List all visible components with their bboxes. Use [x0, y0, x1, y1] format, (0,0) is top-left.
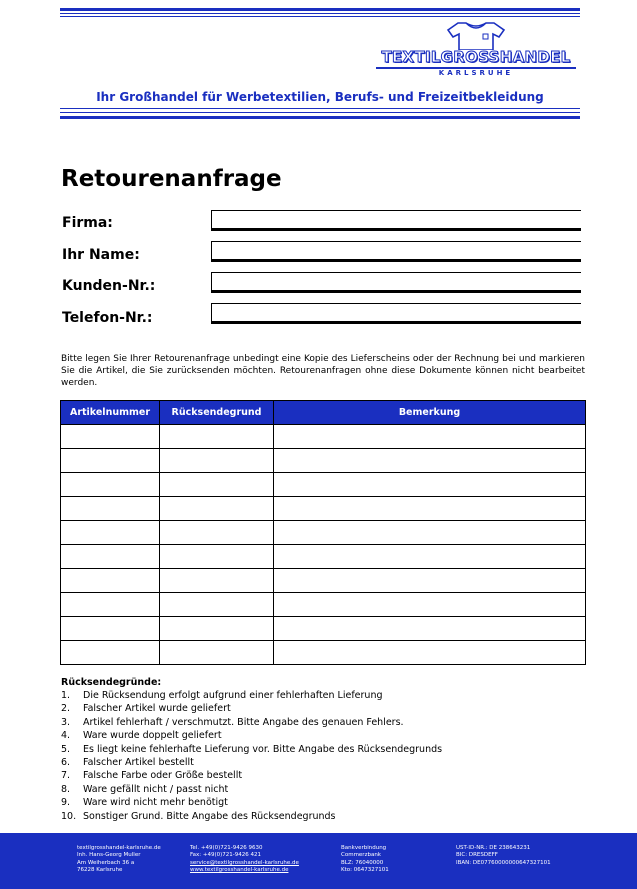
table-row: [61, 425, 586, 449]
list-item: 6. Falscher Artikel bestellt: [61, 757, 194, 769]
table-header-row: [61, 401, 586, 425]
list-item: 9. Ware wird nicht mehr benötigt: [61, 797, 228, 809]
top-rule-3: [60, 16, 580, 17]
table-row: [61, 521, 586, 545]
artikelnummer-cell[interactable]: [61, 569, 160, 593]
name-label: Ihr Name:: [62, 247, 140, 263]
bemerkung-cell[interactable]: [274, 497, 586, 521]
ruecksendegrund-cell[interactable]: [160, 521, 274, 545]
firma-label: Firma:: [62, 215, 113, 231]
artikelnummer-cell[interactable]: [61, 449, 160, 473]
header-rule-1: [60, 108, 580, 109]
footer-website-link[interactable]: www.textilgrosshandel-karlsruhe.de: [190, 867, 289, 874]
footer-tax: UST-ID-NR.: DE 238643231 BIC: DRESDEFF IBAN: DE07760000000647327101: [456, 845, 551, 866]
artikelnummer-cell[interactable]: [61, 545, 160, 569]
table-row: [61, 545, 586, 569]
page-title: Retourenanfrage: [61, 166, 282, 192]
footer-bank: Bankverbindung Commerzbank BLZ: 76040000 Kto: 0647327101: [341, 845, 389, 874]
logo-brand-text: TEXTILGROSSHANDEL: [381, 48, 571, 66]
bemerkung-cell[interactable]: [274, 617, 586, 641]
logo-sub-text: KARLSRUHE: [438, 69, 514, 77]
ruecksendegrund-cell[interactable]: [160, 641, 274, 665]
company-logo: [374, 20, 578, 82]
footer-email-link[interactable]: service@textilgrosshandel-karlsruhe.de: [190, 859, 299, 866]
list-item: 8. Ware gefällt nicht / passt nicht: [61, 783, 229, 795]
table-row: [61, 497, 586, 521]
table-row: [61, 473, 586, 497]
bemerkung-cell[interactable]: [274, 425, 586, 449]
shirt-icon: [444, 20, 508, 50]
list-item: 1. Die Rücksendung erfolgt aufgrund einer fehlerhaften Lieferung: [61, 690, 383, 701]
artikelnummer-cell[interactable]: [61, 425, 160, 449]
ruecksendegrund-cell[interactable]: [160, 545, 274, 569]
name-field[interactable]: [211, 241, 581, 262]
ruecksendegrund-cell[interactable]: [160, 569, 274, 593]
bemerkung-cell[interactable]: [274, 569, 586, 593]
table-row: [61, 569, 586, 593]
list-item: 5. Es liegt keine fehlerhafte Lieferung vor. Bitte Angabe des Rücksendegrunds: [61, 743, 443, 755]
col-header-bemerkung: Bemerkung: [274, 401, 586, 425]
kunden-nr-field[interactable]: [211, 272, 581, 293]
reasons-title: Rücksendegründe:: [61, 677, 162, 688]
bemerkung-cell[interactable]: [274, 473, 586, 497]
tagline: Ihr Großhandel für Werbetextilien, Berufs- und Freizeitbekleidung: [96, 90, 544, 104]
table-row: [61, 641, 586, 665]
artikelnummer-cell[interactable]: [61, 641, 160, 665]
artikelnummer-cell[interactable]: [61, 473, 160, 497]
ruecksendegrund-cell[interactable]: [160, 425, 274, 449]
ruecksendegrund-cell[interactable]: [160, 473, 274, 497]
footer: [0, 833, 637, 889]
artikelnummer-cell[interactable]: [61, 617, 160, 641]
kunden-nr-label: Kunden-Nr.:: [62, 278, 156, 294]
ruecksendegrund-cell[interactable]: [160, 593, 274, 617]
ruecksendegrund-cell[interactable]: [160, 617, 274, 641]
top-rule-2: [60, 13, 580, 14]
artikelnummer-cell[interactable]: [61, 521, 160, 545]
return-items-table: [60, 400, 586, 665]
telefon-nr-label: Telefon-Nr.:: [62, 310, 153, 326]
col-header-ruecksendegrund: Rücksendegrund: [160, 401, 274, 425]
bemerkung-cell[interactable]: [274, 521, 586, 545]
bemerkung-cell[interactable]: [274, 641, 586, 665]
footer-contact: Tel. +49(0)721-9426 9630 Fax: +49(0)721-9426 421 service@textilgrosshandel-karlsruhe.de www.textilgrosshandel-karlsruhe.de: [190, 845, 299, 874]
list-item: 4. Ware wurde doppelt geliefert: [61, 730, 222, 742]
table-row: [61, 449, 586, 473]
ruecksendegrund-cell[interactable]: [160, 497, 274, 521]
list-item: 3. Artikel fehlerhaft / verschmutzt. Bitte Angabe des genauen Fehlers.: [61, 716, 404, 728]
instructions-text: Bitte legen Sie Ihrer Retourenanfrage unbedingt eine Kopie des Lieferscheins oder der Rechnung bei und markieren Sie die Artikel, die Sie zurücksenden möchten. Retourenanfragen ohne diese Dokumente können nicht bearbeitet werden.: [61, 354, 585, 388]
artikelnummer-cell[interactable]: [61, 497, 160, 521]
bemerkung-cell[interactable]: [274, 545, 586, 569]
firma-field[interactable]: [211, 210, 581, 231]
top-rule-1: [60, 8, 580, 11]
footer-address: textilgrosshandel-karlsruhe.de Inh. Hans-Georg Muller Am Weiherbach 36 a 76228 Karlsruhe: [77, 845, 161, 874]
telefon-nr-field[interactable]: [211, 303, 581, 324]
reasons-list: [61, 689, 442, 823]
table-row: [61, 617, 586, 641]
bemerkung-cell[interactable]: [274, 449, 586, 473]
table-row: [61, 593, 586, 617]
list-item: 7. Falsche Farbe oder Größe bestellt: [61, 770, 243, 782]
col-header-artikelnummer: Artikelnummer: [61, 401, 160, 425]
header-rule-3: [60, 116, 580, 119]
header-rule-2: [60, 112, 580, 113]
bemerkung-cell[interactable]: [274, 593, 586, 617]
ruecksendegrund-cell[interactable]: [160, 449, 274, 473]
list-item: 2. Falscher Artikel wurde geliefert: [61, 703, 231, 715]
list-item: 10. Sonstiger Grund. Bitte Angabe des Rücksendegrunds: [61, 810, 336, 822]
artikelnummer-cell[interactable]: [61, 593, 160, 617]
